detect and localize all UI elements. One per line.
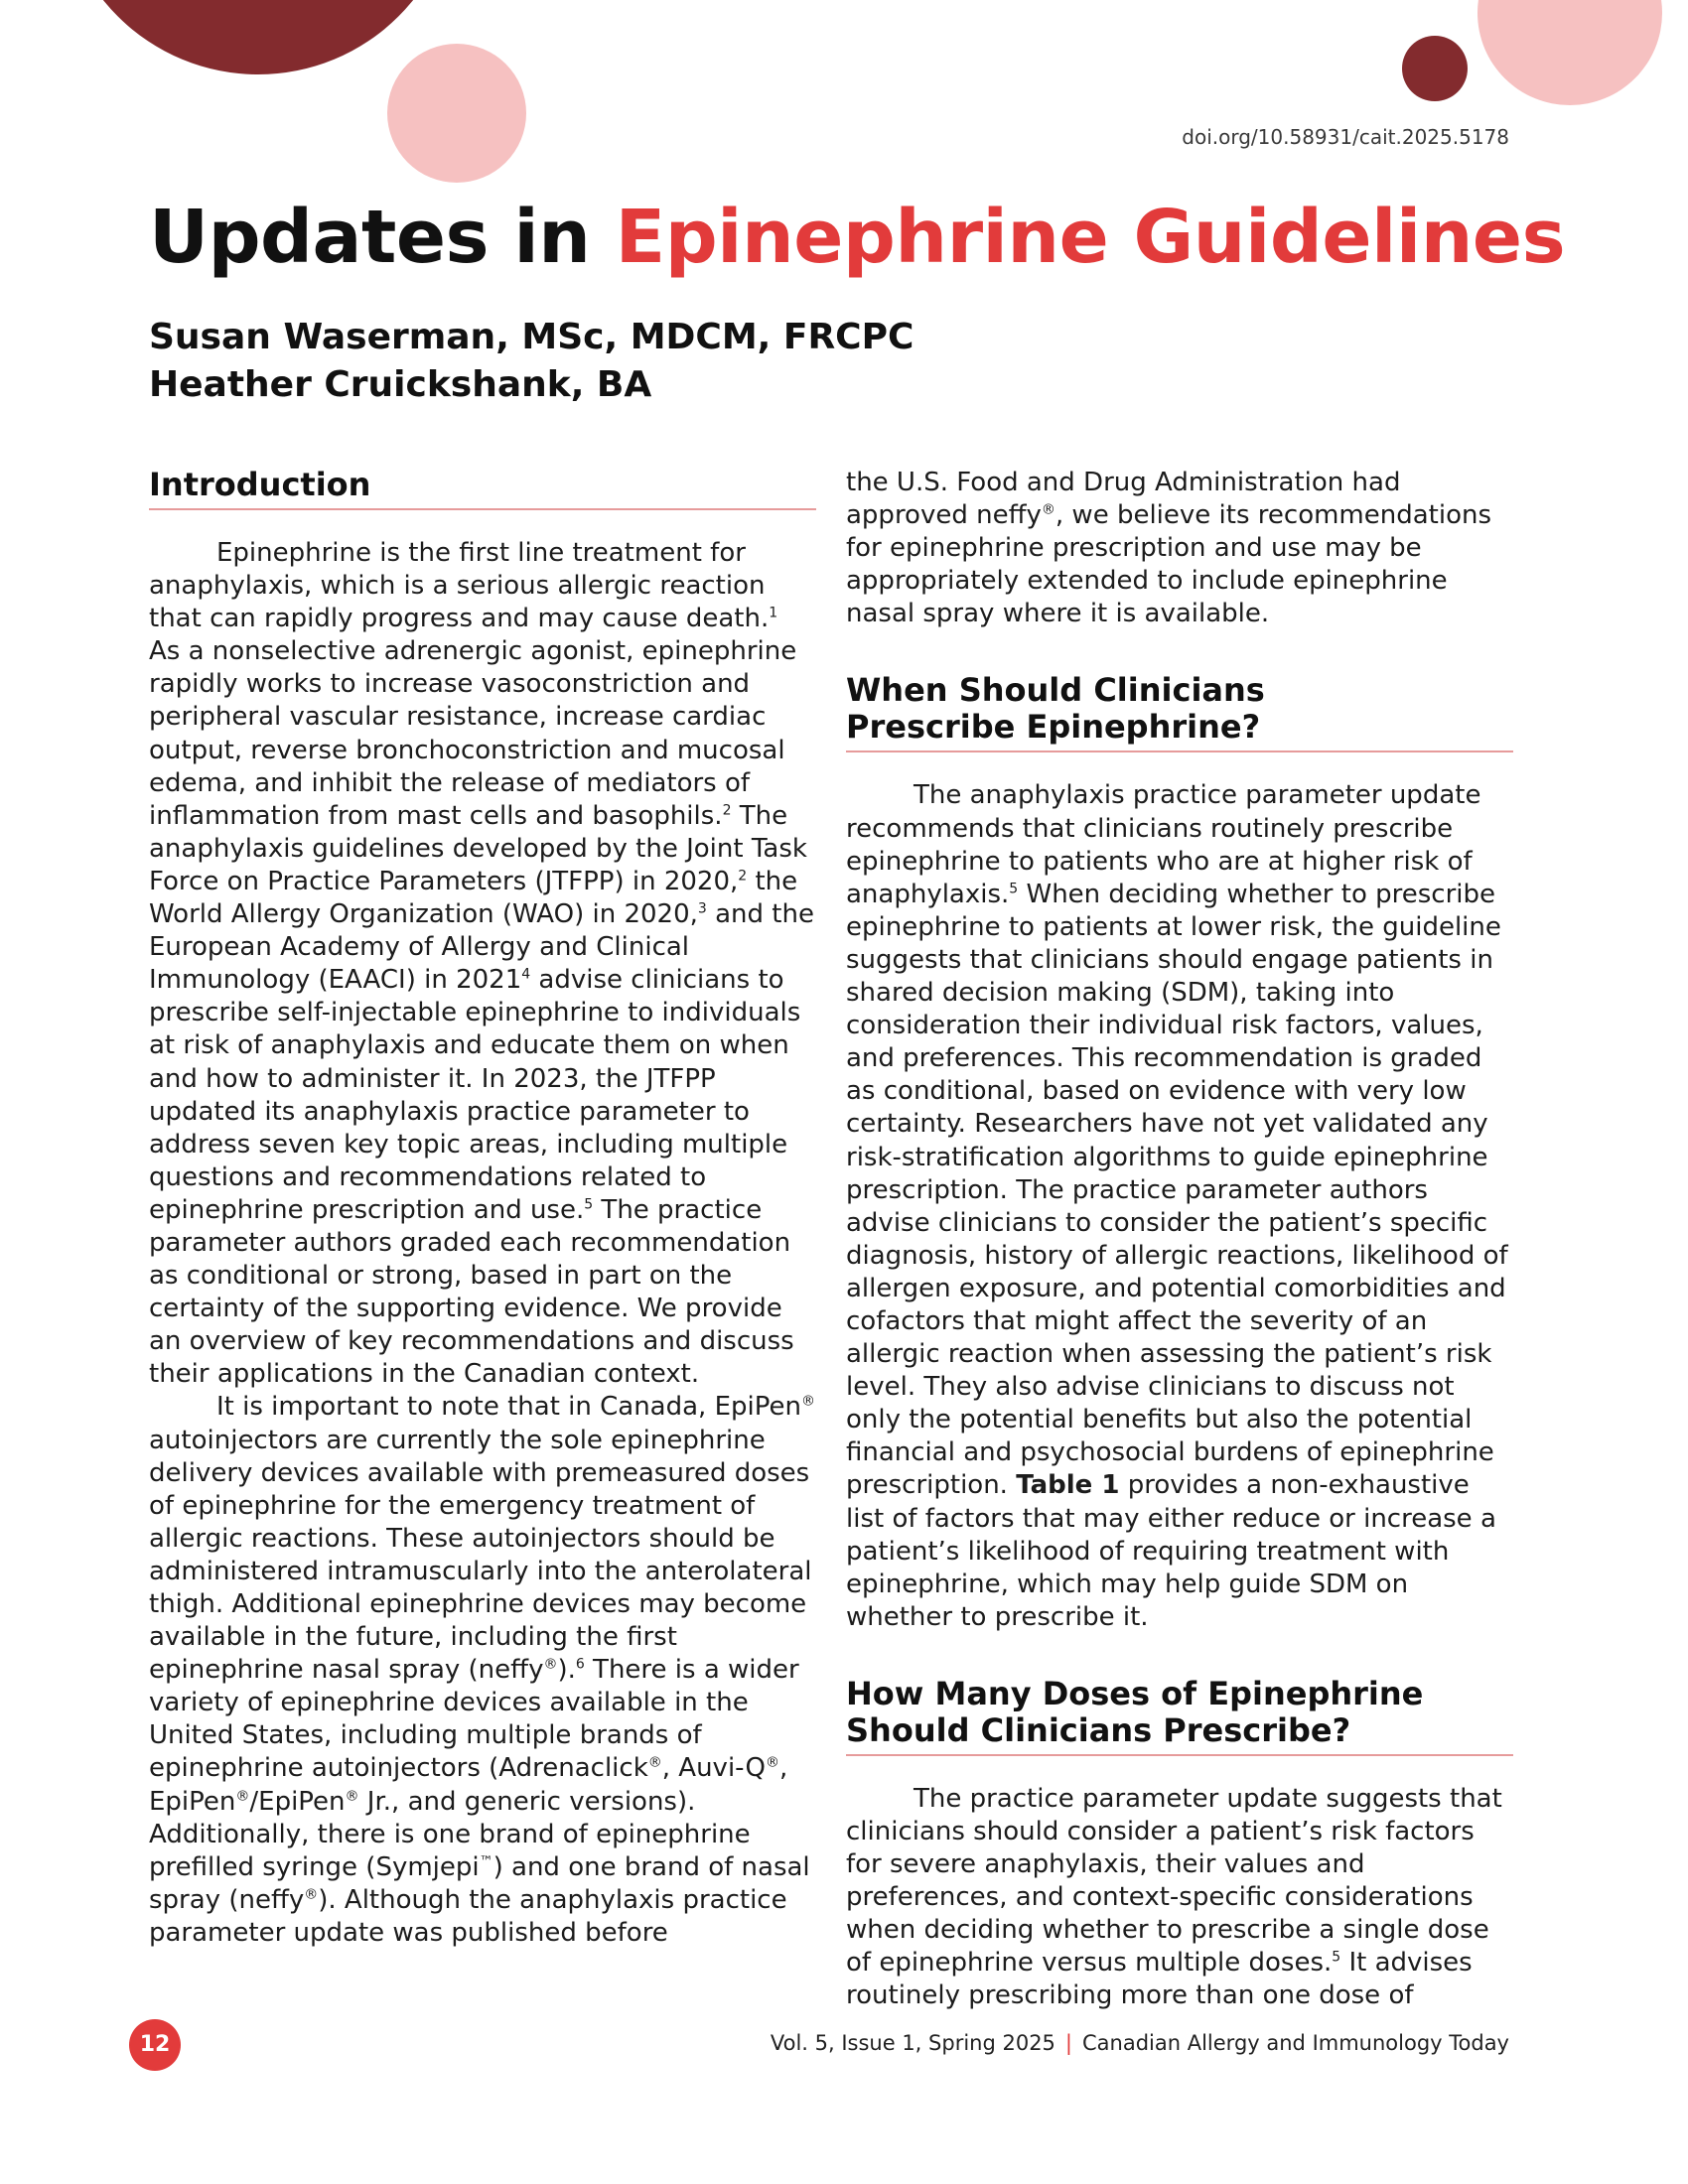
decor-circle-pink-large <box>1477 0 1662 105</box>
author-list <box>149 314 914 409</box>
how-many-doses-paragraph: The practice parameter update suggests that clinicians should consider a patient’s risk factors for severe anaphylaxis, their values and preferences, and context-specific considerations when deciding whether to prescribe a single dose of epinephrine versus multiple doses.$^5$ It advises routinely prescribing more than one dose of <box>846 1783 1502 2011</box>
page-number-badge: 12 <box>129 2019 181 2071</box>
decor-circle-pink-small <box>387 44 526 183</box>
author-2: Heather Cruickshank, BA <box>149 364 652 405</box>
table-1-reference: Table 1 <box>1016 1470 1120 1501</box>
section-heading-how-many-doses: How Many Doses of Epinephrine Should Clinicians Prescribe? <box>846 1676 1513 1756</box>
decor-circle-dark-large <box>60 0 457 74</box>
author-1: Susan Waserman, MSc, MDCM, FRCPC <box>149 317 914 357</box>
footer-separator: | <box>1064 2031 1072 2055</box>
article-title <box>149 195 1565 280</box>
footer-citation <box>771 2031 1509 2055</box>
continued-paragraph: the U.S. Food and Drug Administration had approved neffy®, we believe its recommendations for epinephrine prescription and use may be appropriately extended to include epinephrine nasal spray where it is available. <box>846 468 1492 629</box>
left-column <box>149 467 816 1950</box>
title-main: Updates in <box>149 195 616 280</box>
doi-link[interactable]: doi.org/10.58931/cait.2025.5178 <box>1182 125 1509 149</box>
decor-circle-dark-small <box>1402 36 1468 101</box>
section-heading-when-to-prescribe: When Should Clinicians Prescribe Epinephrine? <box>846 672 1513 752</box>
title-accent: Epinephrine Guidelines <box>615 195 1566 280</box>
footer-journal: Canadian Allergy and Immunology Today <box>1082 2031 1509 2055</box>
section-heading-introduction: Introduction <box>149 467 816 510</box>
footer-issue: Vol. 5, Issue 1, Spring 2025 <box>770 2031 1055 2055</box>
right-column <box>846 467 1513 2013</box>
intro-paragraph-1: Epinephrine is the first line treatment for anaphylaxis, which is a serious allergic reaction that can rapidly progress and may cause death.$^1$ As a nonselective adrenergic agonist, epinephrine rapidly works to increase vasoconstriction and peripheral vascular resistance, increase cardiac output, reverse bronchoconstriction and mucosal edema, and inhibit the release of mediators of inflammation from mast cells and basophils.$^2$ The anaphylaxis guidelines developed by the Joint Task Force on Practice Parameters (JTFPP) in 2020,$^2$ the World Allergy Organization (WAO) in 2020,$^3$ and the European Academy of Allergy and Clinical Immunology (EAACI) in 2021$^4$ advise clinicians to prescribe self-injectable epinephrine to individuals at risk of anaphylaxis and educate them on when and how to administer it. In 2023, the JTFPP updated its anaphylaxis practice parameter to address seven key topic areas, including multiple questions and recommendations related to epinephrine prescription and use.$^5$ The practice parameter authors graded each recommendation as conditional or strong, based in part on the certainty of the supporting evidence. We provide an overview of key recommendations and discuss their applications in the Canadian context. <box>149 538 814 1390</box>
when-to-prescribe-paragraph: The anaphylaxis practice parameter update recommends that clinicians routinely prescribe epinephrine to patients who are at higher risk of anaphylaxis.$^5$ When deciding whether to prescribe epinephrine to patients at lower risk, the guideline suggests that clinicians should engage patients in shared decision making (SDM), taking into consideration their individual risk factors, values, and preferences. This recommendation is graded as conditional, based on evidence with very low certainty. Researchers have not yet validated any risk-stratification algorithms to guide epinephrine prescription. The practice parameter authors advise clinicians to consider the patient’s specific diagnosis, history of allergic reactions, likelihood of allergen exposure, and potential comorbidities and cofactors that might affect the severity of an allergic reaction when assessing the patient’s risk level. They also advise clinicians to discuss not only the potential benefits but also the potential financial and psychosocial burdens of epinephrine prescription. Table 1 provides a non-exhaustive list of factors that may either reduce or increase a patient’s likelihood of requiring treatment with epinephrine, which may help guide SDM on whether to prescribe it. <box>846 780 1508 1632</box>
intro-paragraph-2: It is important to note that in Canada, EpiPen® autoinjectors are currently the sole epinephrine delivery devices available with premeasured doses of epinephrine for the emergency treatment of allergic reactions. These autoinjectors should be administered intramuscularly into the anterolateral thigh. Additional epinephrine devices may become available in the future, including the first epinephrine nasal spray (neffy®).$^6$ There is a wider variety of epinephrine devices available in the United States, including multiple brands of epinephrine autoinjectors (Adrenaclick®, Auvi-Q®, EpiPen®/EpiPen® Jr., and generic versions). Additionally, there is one brand of epinephrine prefilled syringe (Symjepi™) and one brand of nasal spray (neffy®). Although the anaphylaxis practice parameter update was published before <box>149 1392 815 1948</box>
